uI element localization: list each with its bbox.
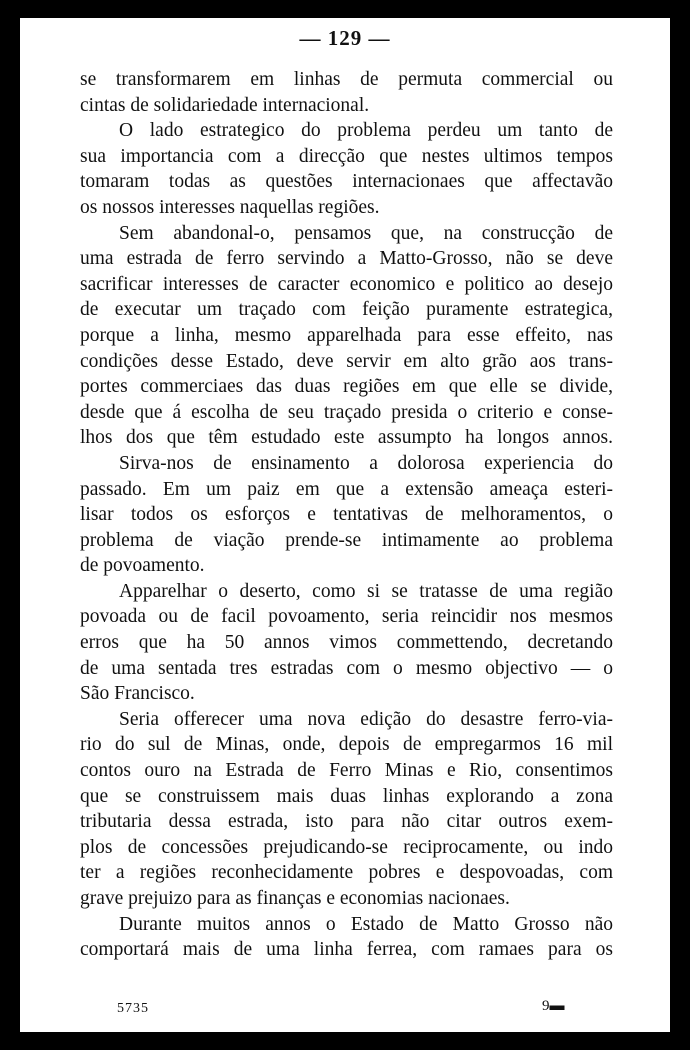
text-line: comportará mais de uma linha ferrea, com ramaes para os xyxy=(80,939,613,961)
text-line: grave prejuizo para as finanças e economias nacionaes. xyxy=(80,888,510,909)
paragraph-1 xyxy=(80,67,613,118)
text-line: porque a linha, mesmo apparelhada para esse effeito, nas xyxy=(80,324,613,346)
text-line: problema de viação prende-se intimamente ao problema xyxy=(80,529,613,551)
text-line: contos ouro na Estrada de Ferro Minas e Rio, consentimos xyxy=(80,760,613,782)
text-line: portes commerciaes das duas regiões em que elle se divide, xyxy=(80,376,613,398)
text-line: lisar todos os esforços e tentativas de melhoramentos, o xyxy=(80,504,613,526)
text-line: de uma sentada tres estradas com o mesmo objectivo — o xyxy=(80,657,613,679)
text-line: desde que á escolha de seu traçado presida o criterio e conse- xyxy=(80,401,613,423)
text-line: sacrificar interesses de caracter economico e politico ao desejo xyxy=(80,273,613,295)
text-line: Sem abandonal-o, pensamos que, na construcção de xyxy=(119,222,613,244)
paragraph-5 xyxy=(80,579,613,707)
paragraph-7 xyxy=(80,912,613,963)
paragraph-4 xyxy=(80,451,613,579)
text-line: condições desse Estado, deve servir em alto grão aos trans- xyxy=(80,350,613,372)
text-line: ter a regiões reconhecidamente pobres e despovoadas, com xyxy=(80,862,613,884)
text-line: tomaram todas as questões internacionaes que affectavão xyxy=(80,171,613,193)
text-line: tributaria dessa estrada, isto para não citar outros exem- xyxy=(80,811,613,833)
sheet-mark: 9▬ xyxy=(542,998,565,1014)
text-line: de executar um traçado com feição puramente estrategica, xyxy=(80,299,613,321)
text-line: que se construissem mais duas linhas explorando a zona xyxy=(80,785,613,807)
text-line: São Francisco. xyxy=(80,683,195,705)
page-number: — 129 — xyxy=(299,26,391,50)
text-line: Durante muitos annos o Estado de Matto Grosso não xyxy=(119,913,613,935)
paragraph-6 xyxy=(80,707,613,912)
text-line: erros que ha 50 annos vimos commettendo, decretando xyxy=(80,632,613,654)
text-line: Seria offerecer uma nova edição do desastre ferro-via- xyxy=(119,708,613,730)
text-line: O lado estrategico do problema perdeu um tanto de xyxy=(119,120,613,142)
paragraph-2 xyxy=(80,118,613,220)
text-line: rio do sul de Minas, onde, depois de empregarmos 16 mil xyxy=(80,734,613,756)
body-text xyxy=(80,67,613,963)
paragraph-3 xyxy=(80,221,613,451)
text-line: uma estrada de ferro servindo a Matto-Grosso, não se deve xyxy=(80,248,613,270)
printer-signature: 5735 xyxy=(117,1001,149,1016)
book-page xyxy=(20,18,670,1032)
text-line: povoada ou de facil povoamento, seria reincidir nos mesmos xyxy=(80,606,613,628)
text-line: Sirva-nos de ensinamento a dolorosa experiencia do xyxy=(119,452,613,474)
text-line: lhos dos que têm estudado este assumpto ha longos annos. xyxy=(80,427,613,449)
text-line: cintas de solidariedade internacional. xyxy=(80,94,370,116)
text-line: os nossos interesses naquellas regiões. xyxy=(80,196,380,218)
text-line: sua importancia com a direcção que nestes ultimos tempos xyxy=(80,145,613,167)
text-line: passado. Em um paiz em que a extensão ameaça esteri- xyxy=(80,478,613,500)
text-line: Apparelhar o deserto, como si se tratasse de uma região xyxy=(119,580,613,602)
text-line: de povoamento. xyxy=(80,555,205,577)
text-line: se transformarem em linhas de permuta commercial ou xyxy=(80,69,613,90)
text-line: plos de concessões prejudicando-se reciprocamente, ou indo xyxy=(80,836,613,858)
